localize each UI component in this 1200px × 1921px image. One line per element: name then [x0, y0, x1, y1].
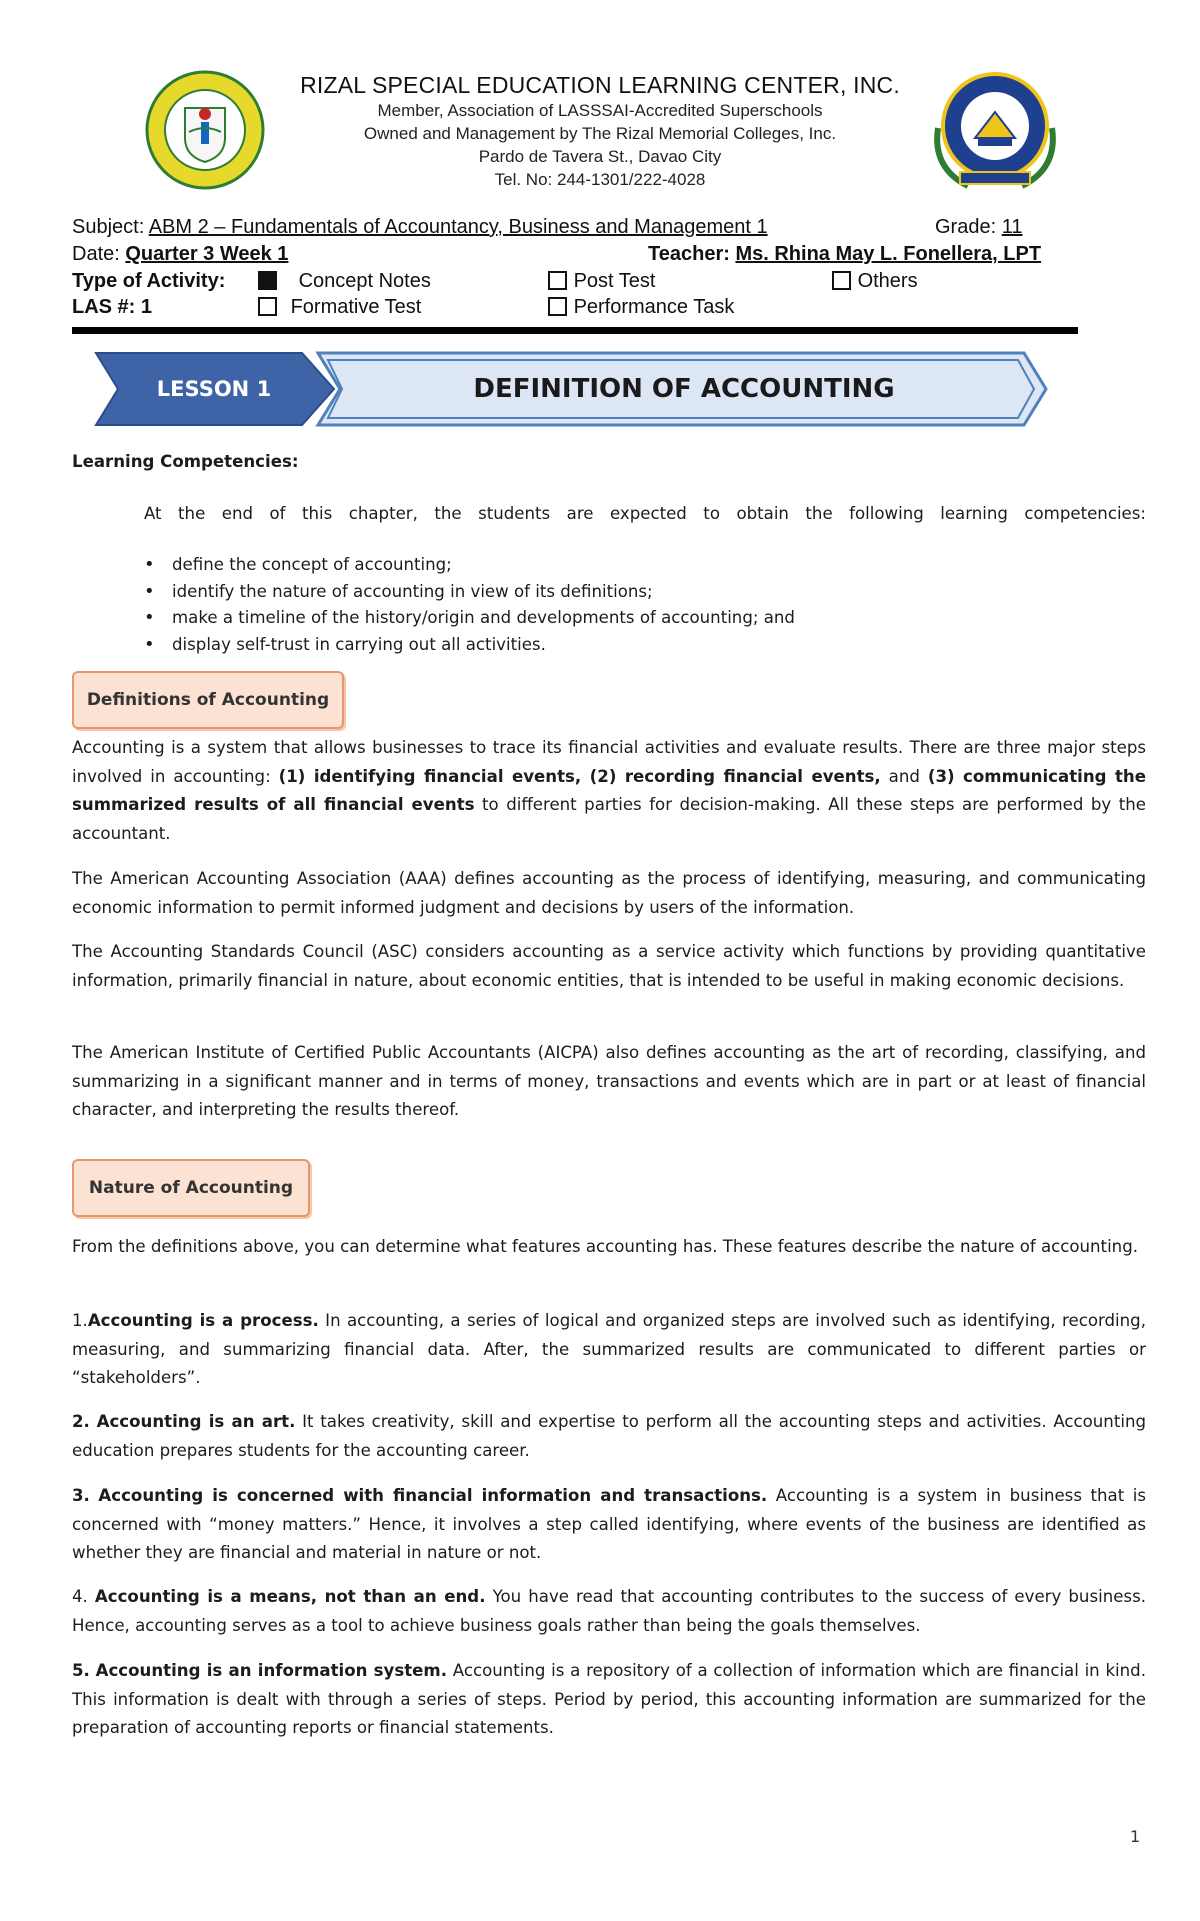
subject-label: Subject:: [72, 216, 145, 238]
nature-tag: Nature of Accounting: [72, 1159, 310, 1217]
item-number: 5.: [72, 1661, 90, 1680]
list-item: • define the concept of accounting;: [172, 552, 795, 579]
post-test-label: Post Test: [573, 270, 656, 292]
item-heading: Accounting is a means, not than an end.: [94, 1587, 486, 1606]
lesson-title: DEFINITION OF ACCOUNTING: [473, 374, 895, 404]
option-post-test[interactable]: [548, 270, 655, 293]
definition-paragraph-asc: The Accounting Standards Council (ASC) considers accounting as a service activity which functions by providing quantitative information, primarily financial in nature, about economic entities, that is intended to be useful in making economic decisions.: [72, 942, 1146, 990]
header-divider: [72, 327, 1078, 334]
definitions-tag: Definitions of Accounting: [72, 671, 344, 729]
item-heading: Accounting is an information system.: [95, 1661, 448, 1680]
las-number: LAS #: 1: [72, 296, 153, 318]
definition-paragraph-aaa: The American Accounting Association (AAA) defines accounting as the process of identifying, measuring, and communicating economic information to permit informed judgment and decisions by users of the information.: [72, 869, 1146, 917]
text-span: to different parties for decision-making. All these steps are performed by the accountant.: [72, 795, 1146, 843]
checkbox-icon[interactable]: [258, 297, 277, 316]
competencies-intro: At the end of this chapter, the students are expected to obtain the following learning competencies:: [144, 504, 1146, 523]
option-concept-notes[interactable]: [258, 270, 431, 293]
others-label: Others: [857, 270, 918, 292]
list-item: • make a timeline of the history/origin and developments of accounting; and: [172, 605, 795, 632]
definition-paragraph-1: [72, 734, 1146, 848]
text-span: and: [880, 766, 928, 786]
subject-value: ABM 2 – Fundamentals of Accountancy, Business and Management 1: [148, 216, 768, 238]
option-performance-task[interactable]: [548, 296, 734, 319]
nature-intro: From the definitions above, you can determine what features accounting has. These features describe the nature of accounting.: [72, 1237, 1139, 1256]
option-formative-test[interactable]: [258, 296, 421, 319]
competencies-heading: Learning Competencies:: [72, 452, 299, 471]
grade-value: 11: [1001, 216, 1023, 238]
item-number: 2.: [72, 1412, 90, 1431]
item-number: 1.: [72, 1311, 88, 1330]
page-number: 1: [1130, 1827, 1141, 1846]
item-text: In accounting, a series of logical and organized steps are involved such as identifying, recording, measuring, and summarizing financial data. After, the summarized results are communicated to different parties or “stakeholders”.: [72, 1311, 1146, 1388]
item-heading: Accounting is an art.: [96, 1412, 296, 1431]
text-span: Accounting is a system that allows businesses to trace its financial activities and evaluate results. There are three major steps involved in accounting:: [72, 738, 1146, 786]
teacher-value: Ms. Rhina May L. Fonellera, LPT: [735, 243, 1042, 265]
item-text: Accounting is a system in business that is concerned with “money matters.” Hence, it involves a step called identifying, where events of the business are identified as whether they are financial and material in nature or not.: [72, 1486, 1146, 1563]
checkbox-icon[interactable]: [832, 271, 851, 290]
teacher-label: Teacher:: [648, 243, 730, 265]
item-heading: Accounting is a process.: [87, 1311, 319, 1330]
checkbox-icon[interactable]: [548, 297, 567, 316]
item-number: 4.: [72, 1587, 88, 1606]
nature-item-3: [72, 1482, 1146, 1568]
header-line-ownership: Owned and Management by The Rizal Memorial Colleges, Inc.: [363, 124, 837, 143]
nature-item-2: [72, 1408, 1146, 1465]
formative-test-label: Formative Test: [290, 296, 422, 318]
header-line-address: Pardo de Tavera St., Davao City: [478, 147, 722, 166]
school-name: RIZAL SPECIAL EDUCATION LEARNING CENTER, INC.: [300, 72, 900, 98]
list-item: • identify the nature of accounting in view of its definitions;: [172, 579, 795, 606]
grade-field: [935, 216, 1022, 239]
lesson-banner: [94, 350, 1050, 428]
competencies-list: [172, 552, 795, 658]
teacher-field: [648, 243, 1041, 266]
header-line-membership: Member, Association of LASSSAI-Accredited Superschools: [377, 101, 823, 120]
grade-label: Grade:: [935, 216, 997, 238]
header-line-phone: Tel. No: 244-1301/222-4028: [494, 170, 706, 189]
performance-task-label: Performance Task: [573, 296, 735, 318]
subject-row: [72, 216, 768, 239]
option-others[interactable]: [832, 270, 918, 293]
list-item: • display self-trust in carrying out all activities.: [172, 632, 795, 659]
text-span-bold: (3) communicating the summarized results of all financial events: [72, 766, 1146, 815]
date-label: Date:: [72, 243, 120, 265]
nature-item-1: [72, 1307, 1146, 1393]
date-value: Quarter 3 Week 1: [125, 243, 289, 265]
text-span-bold: (1) identifying financial events, (2) recording financial events,: [278, 766, 881, 786]
item-number: 3.: [72, 1486, 90, 1505]
concept-notes-label: Concept Notes: [298, 270, 431, 292]
item-text: It takes creativity, skill and expertise to perform all the accounting steps and activities. Accounting education prepares students for the accounting career.: [72, 1412, 1146, 1460]
nature-item-5: [72, 1657, 1146, 1743]
checkbox-checked-icon[interactable]: [258, 271, 277, 290]
item-text: You have read that accounting contributes to the success of every business. Hence, accounting serves as a tool to achieve business goals rather than being the goals themselves.: [72, 1587, 1146, 1635]
item-heading: Accounting is concerned with financial information and transactions.: [98, 1486, 768, 1505]
date-row: [72, 243, 288, 266]
item-text: Accounting is a repository of a collection of information which are financial in kind. This information is dealt with through a series of steps. Period by period, this accounting information are summarized for the preparation of accounting reports or financial statements.: [72, 1661, 1146, 1738]
nature-item-4: [72, 1583, 1146, 1640]
lesson-label: LESSON 1: [156, 377, 272, 401]
activity-type-label: Type of Activity:: [72, 270, 226, 292]
checkbox-icon[interactable]: [548, 271, 567, 290]
definition-paragraph-aicpa: The American Institute of Certified Public Accountants (AICPA) also defines accounting as the art of recording, classifying, and summarizing in a significant manner and in terms of money, transactions and events which are in part or at least of financial character, and interpreting the results thereof.: [72, 1043, 1146, 1120]
